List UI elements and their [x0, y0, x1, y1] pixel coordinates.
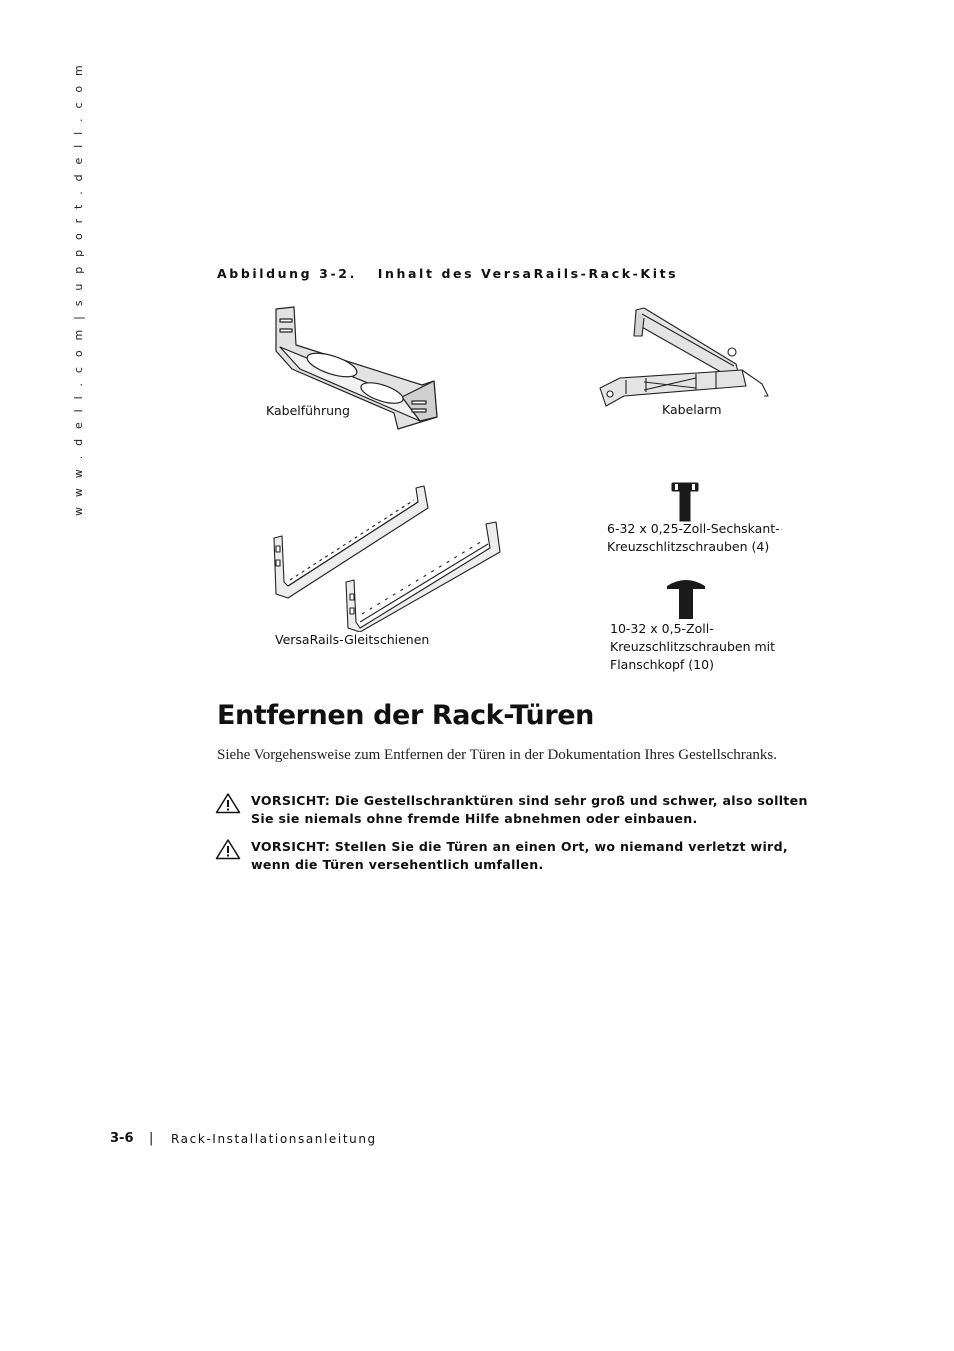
caution-1-text: [251, 792, 815, 828]
flange-screw-illustration: [666, 576, 706, 620]
page-number: 3-6: [110, 1131, 134, 1146]
small-screw-label-line2: Kreuzschlitzschrauben (4): [607, 539, 770, 554]
slide-rails-label: VersaRails-Gleitschienen: [275, 632, 430, 647]
slide-rails-illustration: [268, 482, 502, 632]
warning-triangle-icon: [215, 838, 241, 860]
cable-arm-label: Kabelarm: [662, 402, 722, 417]
section-title: Entfernen der Rack-Türen: [217, 700, 594, 731]
footer-doc-title: Rack-Installationsanleitung: [171, 1132, 377, 1146]
margin-url: w w w . d e l l . c o m | s u p p o r t . d e l l . c o m: [72, 62, 85, 516]
cable-guide-label: Kabelführung: [266, 403, 350, 418]
figure-caption: Abbildung 3-2. Inhalt des VersaRails-Rack-Kits: [217, 266, 679, 281]
caution-1: [215, 792, 815, 828]
caution-1-prefix: VORSICHT:: [251, 793, 331, 808]
caution-2: [215, 838, 815, 874]
flange-screw-label-line1: 10-32 x 0,5-Zoll-: [610, 621, 714, 636]
small-screw-label: [607, 520, 780, 556]
warning-triangle-icon: [215, 792, 241, 814]
caution-2-text: [251, 838, 815, 874]
flange-screw-label: [610, 620, 775, 674]
flange-screw-label-line2: Kreuzschlitzschrauben mit: [610, 639, 776, 654]
caution-1-body: Die Gestellschranktüren sind sehr groß und schwer, also sollten Sie sie niemals ohne fremde Hilfe abnehmen oder einbauen.: [251, 793, 808, 826]
small-screw-label-line1: 6-32 x 0,25-Zoll-Sechskant-: [607, 521, 780, 536]
flange-screw-label-line3: Flanschkopf (10): [610, 657, 714, 672]
footer-separator: |: [149, 1131, 154, 1146]
caution-2-body: Stellen Sie die Türen an einen Ort, wo niemand verletzt wird, wenn die Türen versehentlich umfallen.: [251, 839, 788, 872]
section-body: Siehe Vorgehensweise zum Entfernen der Türen in der Dokumentation Ihres Gestellschranks.: [217, 747, 777, 763]
caution-2-prefix: VORSICHT:: [251, 839, 331, 854]
cable-arm-illustration: [596, 306, 776, 410]
small-screw-illustration: [671, 481, 699, 523]
